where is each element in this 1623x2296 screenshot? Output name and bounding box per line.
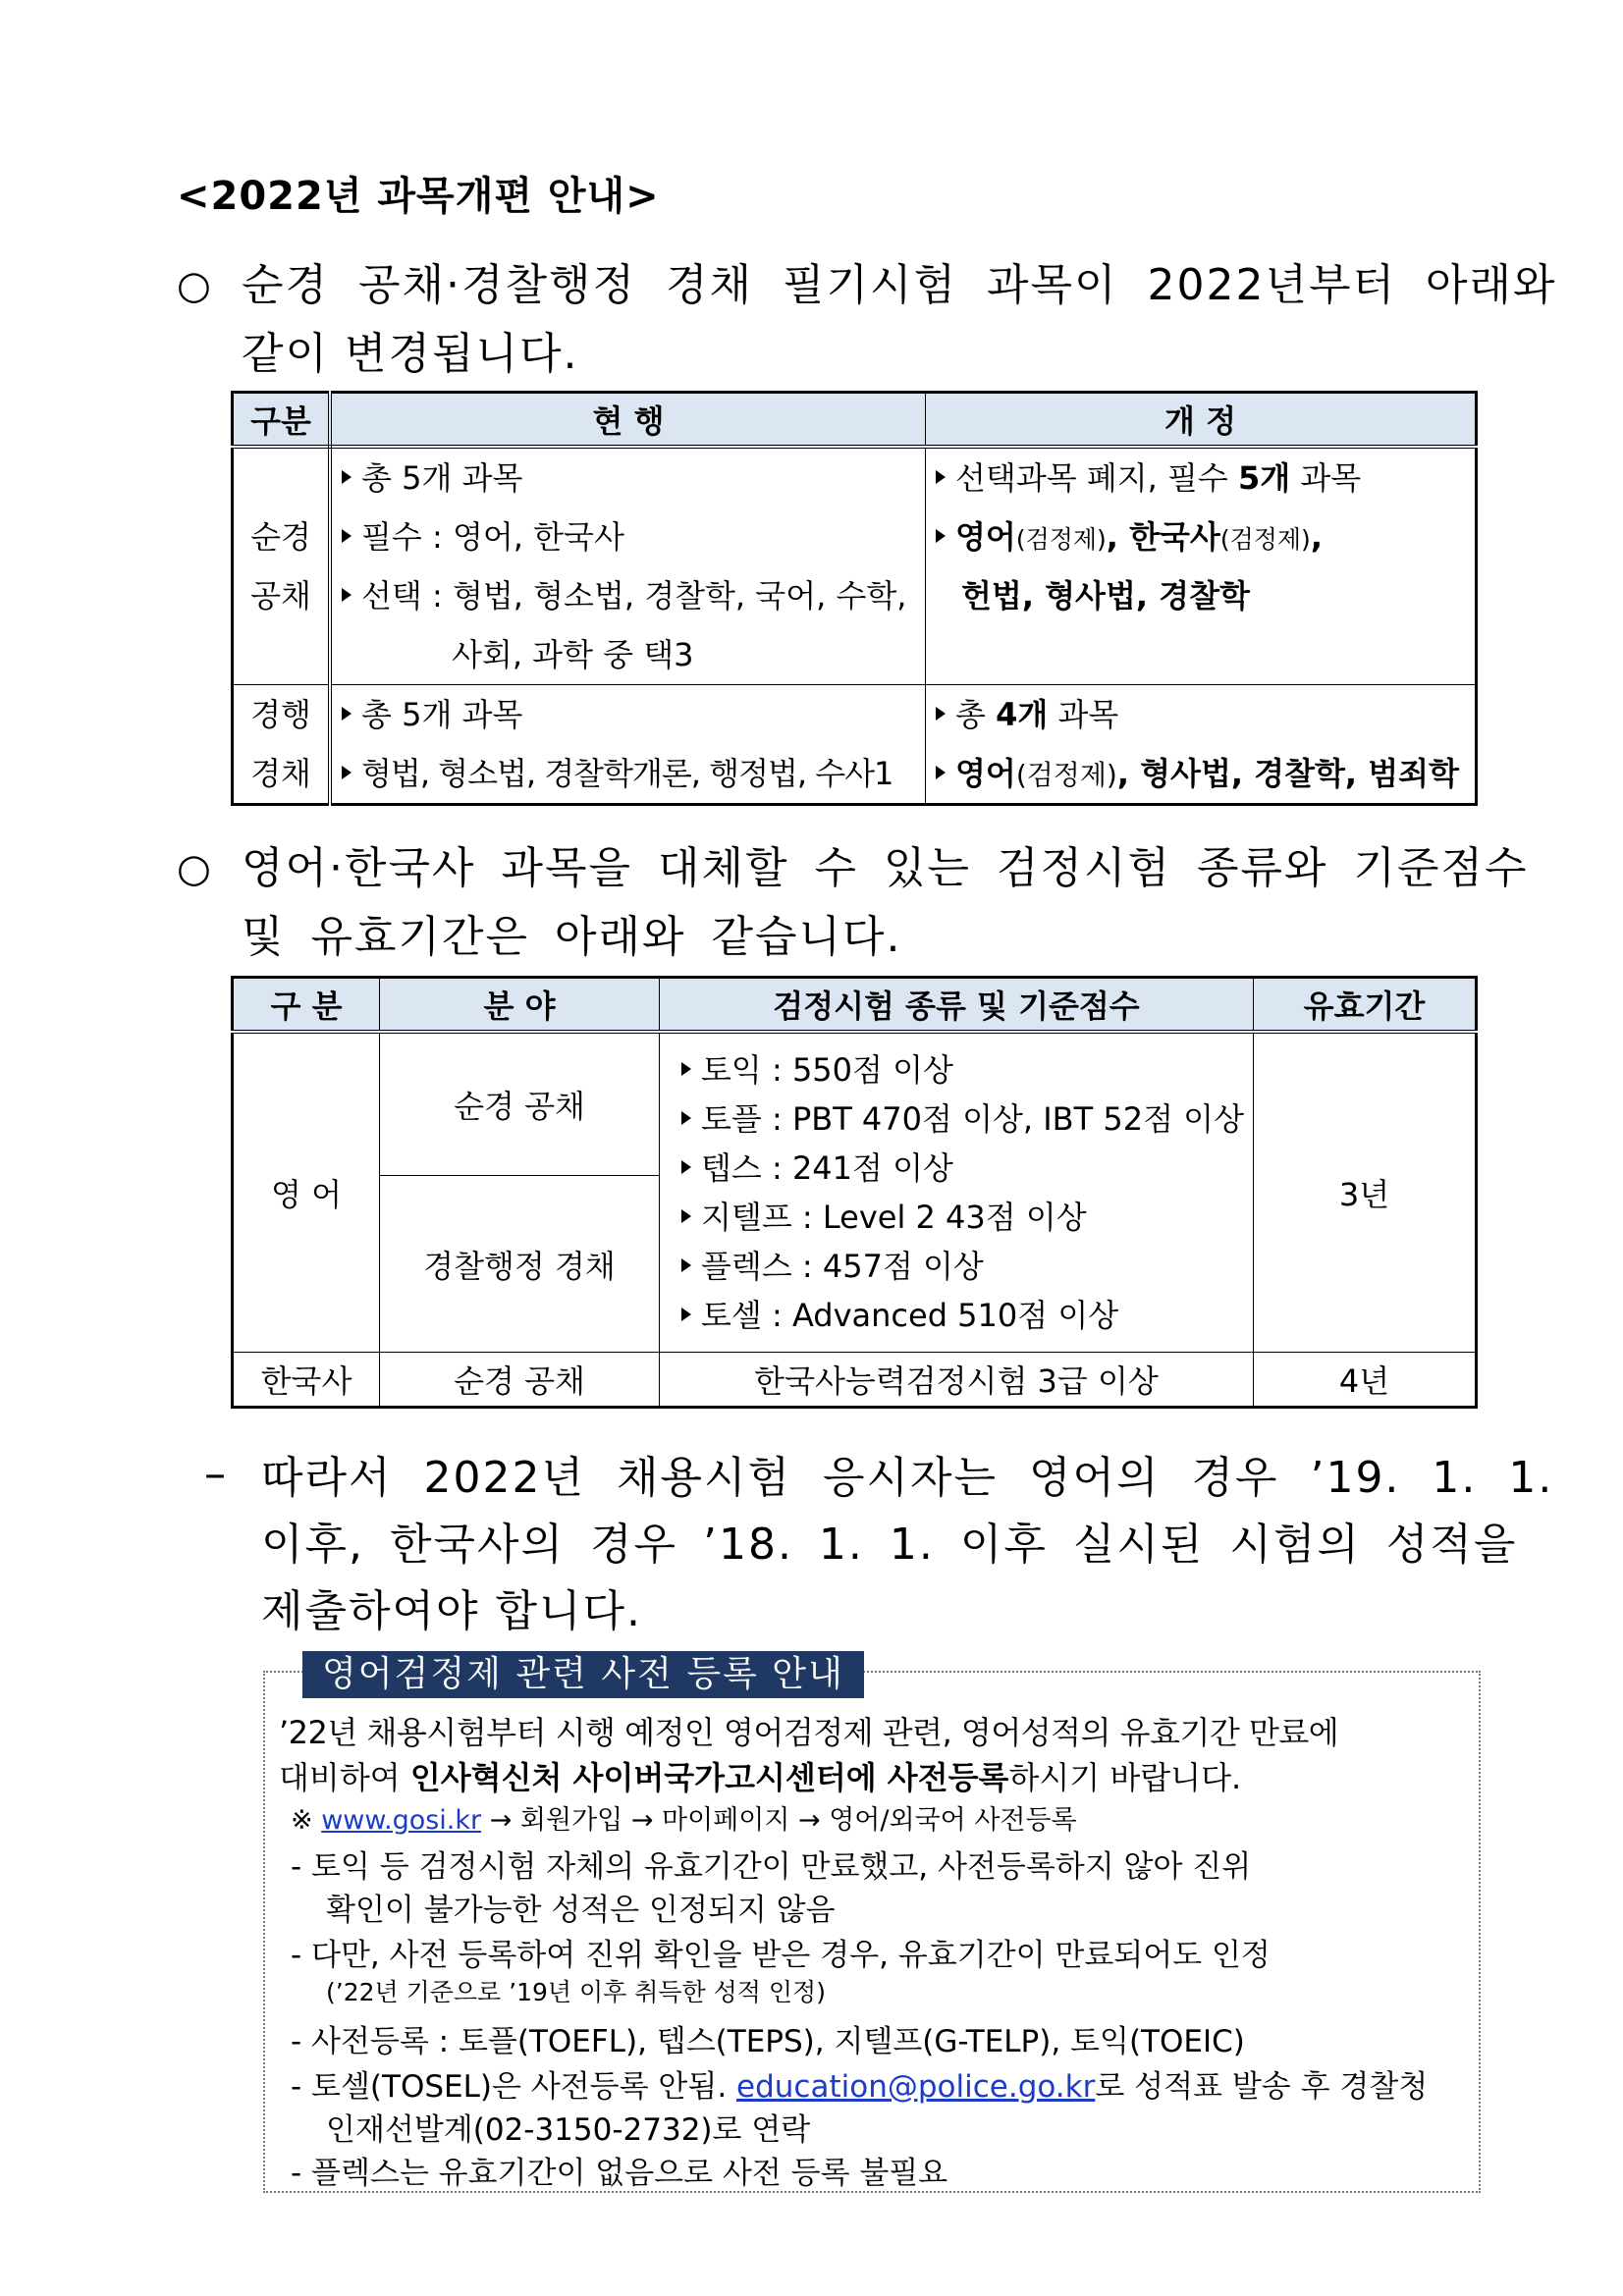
table-header-row <box>233 978 1477 1033</box>
info-box-title: 영어검정제 관련 사전 등록 안내 <box>302 1651 864 1698</box>
circle-bullet: ○ <box>177 846 213 891</box>
field-sungyeong: 순경 공채 <box>380 1032 660 1176</box>
gosi-link[interactable]: www.gosi.kr <box>321 1805 482 1836</box>
list-item: 총 4개 과목 <box>926 685 1475 744</box>
info-item-1-line1: - 토익 등 검정시험 자체의 유효기간이 만료했고, 사전등록하지 않아 진위 <box>291 1849 1252 1885</box>
header-field: 분 야 <box>380 978 660 1033</box>
section1-paragraph <box>177 251 1557 389</box>
triangle-bullet-icon <box>342 470 352 484</box>
note-line1: 따라서 2022년 채용시험 응시자는 영어의 경우 ’19. 1. 1. <box>261 1453 1554 1503</box>
certification-table <box>231 976 1478 1409</box>
history-test: 한국사능력검정시험 3급 이상 <box>660 1353 1254 1408</box>
history-field: 순경 공채 <box>380 1353 660 1408</box>
english-label: 영 어 <box>233 1032 380 1353</box>
list-item: 플렉스 : 457점 이상 <box>660 1242 1253 1291</box>
table-row <box>233 447 1477 685</box>
current-subjects-cell <box>330 685 926 805</box>
header-valid-period: 유효기간 <box>1254 978 1477 1033</box>
row-label-sungyeong: 순경 공채 <box>233 447 331 685</box>
history-valid-period: 4년 <box>1254 1353 1477 1408</box>
list-item: 토익 : 550점 이상 <box>660 1045 1253 1095</box>
preregistration-info-box <box>263 1654 1481 2193</box>
list-item: 토셀 : Advanced 510점 이상 <box>660 1291 1253 1340</box>
section2-paragraph <box>177 834 1529 972</box>
triangle-bullet-icon <box>681 1308 691 1321</box>
triangle-bullet-icon <box>936 470 946 484</box>
list-item: 필수 : 영어, 한국사 <box>332 507 925 566</box>
header-category: 구 분 <box>233 978 380 1033</box>
triangle-bullet-icon <box>936 766 946 779</box>
table-header-row <box>233 393 1477 448</box>
header-tests: 검정시험 종류 및 기준점수 <box>660 978 1254 1033</box>
revised-subjects-cell <box>926 685 1477 805</box>
list-item-continuation: 헌법, 형사법, 경찰학 <box>961 577 1250 614</box>
english-tests-cell <box>660 1032 1254 1353</box>
triangle-bullet-icon <box>681 1160 691 1174</box>
current-subjects-cell <box>330 447 926 685</box>
triangle-bullet-icon <box>681 1258 691 1272</box>
list-item: 총 5개 과목 <box>332 449 925 507</box>
english-valid-period: 3년 <box>1254 1032 1477 1353</box>
info-item-4-line1: - 토셀(TOSEL)은 사전등록 안됨. education@police.go.kr로 성적표 발송 후 경찰청 <box>291 2069 1429 2105</box>
info-item-4-line2: 인재선발계(02-3150-2732)로 연락 <box>326 2112 811 2148</box>
circle-bullet: ○ <box>177 263 213 308</box>
triangle-bullet-icon <box>342 529 352 543</box>
info-item-5: - 플렉스는 유효기간이 없음으로 사전 등록 불필요 <box>291 2156 948 2191</box>
triangle-bullet-icon <box>936 707 946 721</box>
reference-line: ※ www.gosi.kr → 회원가입 → 마이페이지 → 영어/외국어 사전등록 <box>291 1805 1077 1836</box>
list-item: 선택 : 형법, 형소법, 경찰학, 국어, 수학, <box>332 566 925 625</box>
info-item-3: - 사전등록 : 토플(TOEFL), 텝스(TEPS), 지텔프(G-TELP), 토익(TOEIC) <box>291 2024 1245 2059</box>
revised-subjects-cell <box>926 447 1477 685</box>
triangle-bullet-icon <box>681 1062 691 1076</box>
triangle-bullet-icon <box>342 766 352 779</box>
history-label: 한국사 <box>233 1353 380 1408</box>
list-item: 형법, 형소법, 경찰학개론, 행정법, 수사1 <box>332 744 925 803</box>
triangle-bullet-icon <box>342 707 352 721</box>
reference-mark: ※ <box>291 1805 322 1836</box>
field-gyeongchal: 경찰행정 경채 <box>380 1176 660 1353</box>
triangle-bullet-icon <box>342 588 352 602</box>
list-item: 총 5개 과목 <box>332 685 925 744</box>
list-item: 선택과목 폐지, 필수 5개 과목 <box>926 449 1475 507</box>
info-paragraph-line2: 대비하여 인사혁신처 사이버국가고시센터에 사전등록하시기 바랍니다. <box>279 1759 1242 1796</box>
header-category: 구분 <box>233 393 331 448</box>
list-item-continuation: 사회, 과학 중 택3 <box>452 636 694 673</box>
note-line3: 제출하여야 합니다. <box>261 1586 643 1636</box>
info-paragraph-line1: ’22년 채용시험부터 시행 예정인 영어검정제 관련, 영어성적의 유효기간 만료에 <box>279 1714 1339 1751</box>
triangle-bullet-icon <box>681 1111 691 1125</box>
section1-line2: 같이 변경됩니다. <box>242 329 579 379</box>
list-item: 토플 : PBT 470점 이상, IBT 52점 이상 <box>660 1095 1253 1144</box>
police-email-link[interactable]: education@police.go.kr <box>736 2069 1096 2105</box>
subject-change-table <box>231 391 1478 806</box>
info-item-2-line1: - 다만, 사전 등록하여 진위 확인을 받은 경우, 유효기간이 만료되어도 인정 <box>291 1938 1271 1973</box>
triangle-bullet-icon <box>681 1209 691 1223</box>
page-title: <2022년 과목개편 안내> <box>177 174 660 219</box>
table-row <box>233 1353 1477 1408</box>
table-row <box>233 1032 1477 1176</box>
triangle-bullet-icon <box>936 529 946 543</box>
note-line2: 이후, 한국사의 경우 ’18. 1. 1. 이후 실시된 시험의 성적을 <box>261 1520 1518 1570</box>
list-item: 영어(검정제), 형사법, 경찰학, 범죄학 <box>926 744 1475 803</box>
section2-line1: 영어·한국사 과목을 대체할 수 있는 검정시험 종류와 기준점수 <box>242 843 1529 893</box>
info-item-2-line2: (’22년 기준으로 ’19년 이후 취득한 성적 인정) <box>326 1978 826 2006</box>
row-label-gyeonghaeng: 경행 경채 <box>233 685 331 805</box>
section1-line1: 순경 공채·경찰행정 경채 필기시험 과목이 2022년부터 아래와 <box>242 260 1557 310</box>
info-item-1-line2: 확인이 불가능한 성적은 인정되지 않음 <box>326 1893 836 1928</box>
list-item: 지텔프 : Level 2 43점 이상 <box>660 1193 1253 1242</box>
dash-bullet: – <box>204 1449 226 1499</box>
header-current: 현 행 <box>330 393 926 448</box>
section2-line2: 및 유효기간은 아래와 같습니다. <box>242 912 902 962</box>
note-paragraph <box>261 1445 1554 1645</box>
list-item: 영어(검정제), 한국사(검정제), <box>926 507 1475 566</box>
list-item: 텝스 : 241점 이상 <box>660 1144 1253 1193</box>
header-revised: 개 정 <box>926 393 1477 448</box>
table-row <box>233 685 1477 805</box>
